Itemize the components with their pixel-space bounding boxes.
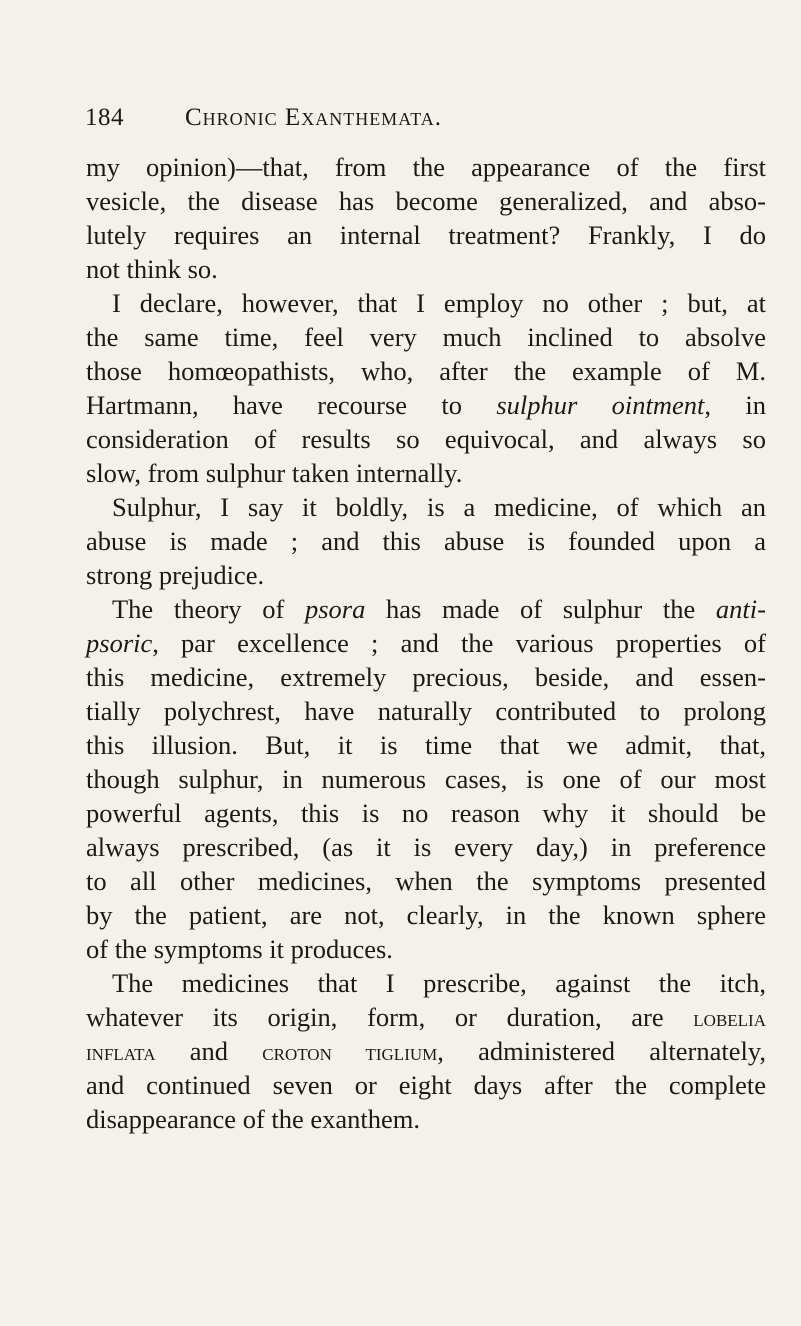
text-line (86, 762, 766, 796)
text-line (86, 966, 766, 1000)
text-segment: of the symptoms it produces. (86, 934, 393, 964)
text-segment: slow, from sulphur taken internally. (86, 458, 463, 488)
text-line (86, 286, 766, 320)
text-line (86, 524, 766, 558)
text-segment: I declare, however, that I employ no other ; but, at (112, 288, 766, 318)
text-segment: those homœopathists, who, after the example of M. (86, 356, 766, 386)
text-line (86, 456, 766, 490)
text-line (86, 320, 766, 354)
text-segment: abuse is made ; and this abuse is founded upon a (86, 526, 766, 556)
text-segment: the same time, feel very much inclined to absolve (86, 322, 766, 352)
text-line (86, 898, 766, 932)
running-head: Chronic Exanthemata. (185, 104, 442, 131)
text-segment: , par excellence ; and the various properties of (152, 628, 766, 658)
italic-text: sulphur ointment (496, 390, 705, 420)
text-segment: though sulphur, in numerous cases, is one of our most (86, 764, 766, 794)
text-line (86, 864, 766, 898)
text-segment: Hartmann, have recourse to (86, 390, 497, 420)
text-line (86, 694, 766, 728)
small-caps-text: lobelia (693, 1006, 766, 1032)
text-segment: disappearance of the exanthem. (86, 1104, 421, 1134)
text-line (86, 626, 766, 660)
text-segment: not think so. (86, 254, 218, 284)
text-line (86, 1034, 766, 1068)
text-line (86, 660, 766, 694)
text-segment: and (155, 1036, 263, 1066)
text-segment: whatever its origin, form, or duration, are (86, 1002, 694, 1032)
text-line (86, 728, 766, 762)
text-segment: , administered alternately, (437, 1036, 766, 1066)
text-segment: vesicle, the disease has become generalized, and abso- (86, 186, 766, 216)
text-line (86, 1000, 766, 1034)
text-segment: The medicines that I prescribe, against the itch, (112, 968, 766, 998)
text-line (86, 184, 766, 218)
page-header (85, 100, 755, 140)
text-line (86, 422, 766, 456)
small-caps-text: croton tiglium (262, 1040, 438, 1066)
italic-text: anti- (715, 594, 766, 624)
text-line (86, 1068, 766, 1102)
text-segment: this illusion. But, it is time that we admit, that, (86, 730, 766, 760)
text-line (86, 252, 766, 286)
text-segment: strong prejudice. (86, 560, 265, 590)
text-segment: my opinion)—that, from the appearance of the first (86, 152, 766, 182)
text-line (86, 796, 766, 830)
text-segment: has made of sulphur the (365, 594, 716, 624)
text-line (86, 558, 766, 592)
small-caps-text: inflata (86, 1040, 156, 1066)
text-line (86, 354, 766, 388)
text-segment: tially polychrest, have naturally contributed to prolong (86, 696, 766, 726)
text-segment: powerful agents, this is no reason why it should be (86, 798, 766, 828)
italic-text: psora (304, 594, 366, 624)
text-segment: by the patient, are not, clearly, in the known sphere (86, 900, 766, 930)
text-segment: The theory of (112, 594, 305, 624)
page-number: 184 (85, 104, 124, 131)
text-line (86, 932, 766, 966)
text-segment: lutely requires an internal treatment? Frankly, I do (86, 220, 766, 250)
text-line (86, 592, 766, 626)
text-line (86, 388, 766, 422)
text-line (86, 1102, 766, 1136)
text-line (86, 150, 766, 184)
text-segment: , in (704, 390, 766, 420)
italic-text: psoric (86, 628, 153, 658)
text-segment: always prescribed, (as it is every day,) in preference (86, 832, 766, 862)
text-line (86, 218, 766, 252)
text-segment: Sulphur, I say it boldly, is a medicine, of which an (112, 492, 766, 522)
body-text (86, 150, 766, 1136)
text-segment: this medicine, extremely precious, beside, and essen- (86, 662, 766, 692)
text-line (86, 830, 766, 864)
text-segment: and continued seven or eight days after the complete (86, 1070, 766, 1100)
text-segment: to all other medicines, when the symptoms presented (86, 866, 766, 896)
text-line (86, 490, 766, 524)
text-segment: consideration of results so equivocal, and always so (86, 424, 766, 454)
